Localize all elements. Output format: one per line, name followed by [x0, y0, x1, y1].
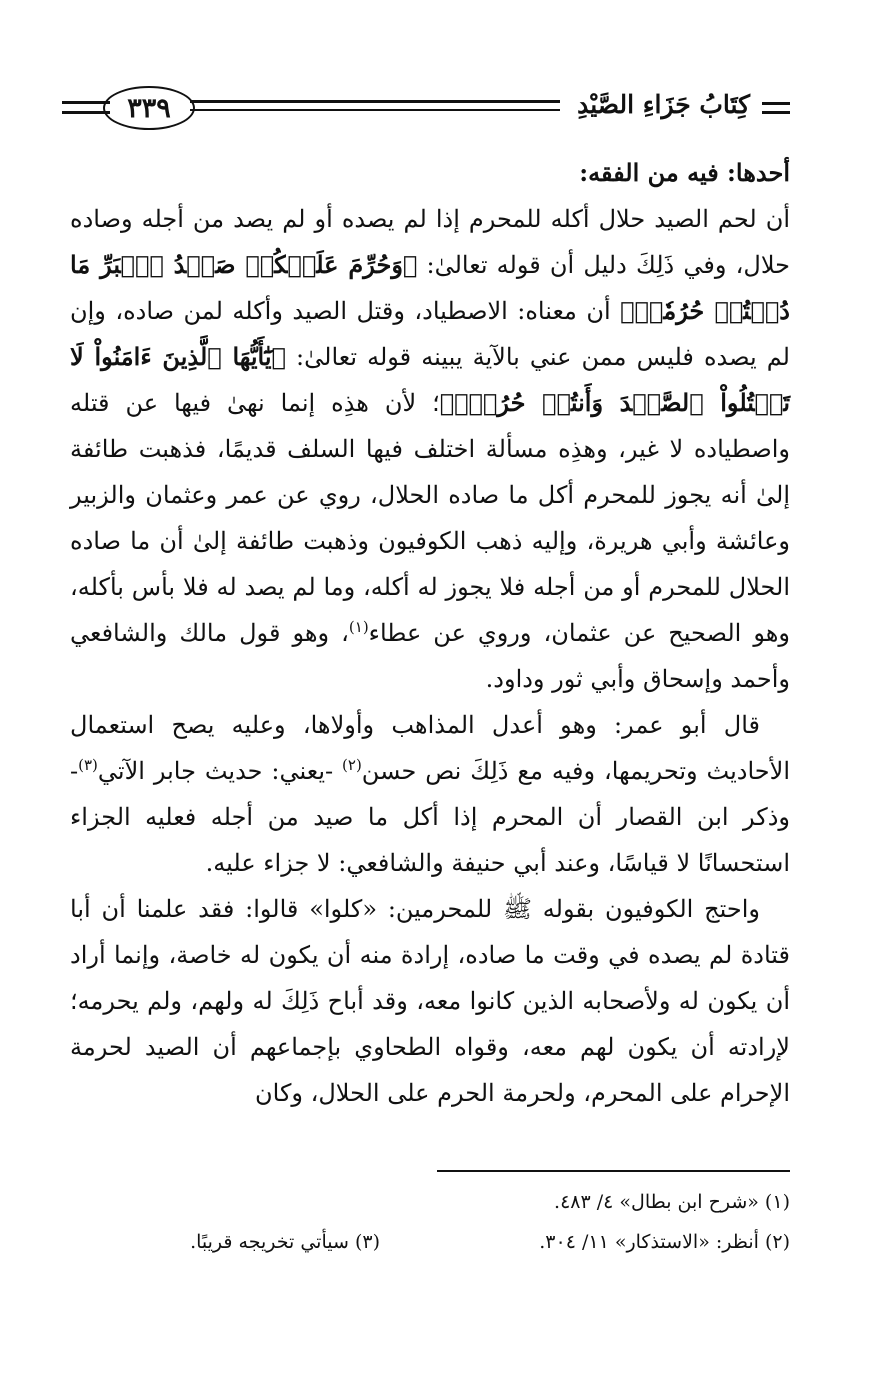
footnote-2: (٢) أنظر: «الاستذكار» ١١/ ٣٠٤. — [539, 1231, 790, 1253]
page-number-badge — [103, 86, 195, 130]
paragraph-2 — [70, 702, 790, 886]
paragraph-1-text-b: أن معناه: الاصطياد، وقتل الصيد وأكله لمن صاده، وإن لم يصده فليس ممن عني بالآية يبينه قوله تعالىٰ: — [70, 297, 790, 371]
footnotes — [70, 1182, 790, 1262]
header-rule-right-bottom — [762, 111, 790, 114]
paragraph-1 — [70, 196, 790, 702]
footnote-3: (٣) سيأتي تخريجه قريبًا. — [190, 1231, 380, 1253]
quran-quote-1: ﴿وَحُرِّمَ عَلَيۡكُمۡ صَيۡدُ ٱلۡبَرِّ مَا دُمۡتُمۡ حُرُمٗاۗ﴾ — [70, 250, 790, 325]
header-rule-middle-bottom — [190, 109, 560, 111]
footnote-separator — [437, 1170, 790, 1172]
page-header — [0, 0, 873, 150]
quran-quote-2: ﴿يَٰٓأَيُّهَا ٱلَّذِينَ ءَامَنُواْ لَا تَقۡتُلُواْ ٱلصَّيۡدَ وَأَنتُمۡ حُرُمٞۚ﴾ — [70, 342, 791, 417]
paragraph-3: واحتج الكوفيون بقوله ﷺ للمحرمين: «كلوا» قالوا: فقد علمنا أن أبا قتادة لم يصده في وقت ما صاده، إرادة منه أن يكون له خاصة، وإنما أراد أن يكون له ولأصحابه الذين كانوا معه، وقد أباح ذَلِكَ له ولهم، ولم يحرمه؛ لإرادته أن يكون لهم معه، وقواه الطحاوي بإجماعهم أن الصيد لحرمة الإحرام على المحرم، ولحرمة الحرم على الحلال، وكان — [70, 895, 790, 1107]
footnote-row — [70, 1222, 790, 1262]
paragraph-1-text-c: ؛ لأن هذِه إنما نهىٰ فيها عن قتله واصطياده لا غير، وهذِه مسألة اختلف فيها السلف قديمًا، فذهبت طائفة إلىٰ أنه يجوز للمحرم أكل ما صاده الحلال، روي عن عمر وعثمان والزبير وعائشة وأبي هريرة، وإليه ذهب الكوفيون وذهبت طائفة إلىٰ أن ما صاده الحلال للمحرم أو من أجله فلا يجوز له أكله، وما لم يصد له فلا بأس بأكله، وهو الصحيح عن عثمان، وروي عن عطاء — [70, 389, 790, 647]
main-text — [70, 150, 790, 1116]
footnote-ref-2: (٢) — [342, 756, 362, 774]
section-heading: أحدها: فيه من الفقه: — [579, 158, 790, 187]
paragraph-2-text-b: -يعني: حديث جابر الآتي — [97, 757, 343, 785]
paragraph-2-text-c: - وذكر ابن القصار أن المحرم إذا أكل ما صيد من أجله فعليه الجزاء استحسانًا لا قياسًا، وعند أبي حنيفة والشافعي: لا جزاء عليه. — [70, 757, 790, 877]
footnote-1: (١) «شرح ابن بطال» ٤/ ٤٨٣. — [554, 1191, 790, 1213]
footnote-ref-1: (١) — [348, 618, 369, 636]
paragraph-1-text-d: ، وهو قول مالك والشافعي وأحمد وإسحاق وأبي ثور وداود. — [70, 619, 790, 693]
paragraph-2-text-a: قال أبو عمر: وهو أعدل المذاهب وأولاها، وعليه يصح استعمال الأحاديث وتحريمها، وفيه مع ذَلِكَ نص حسن — [70, 711, 790, 785]
header-rule-right-top — [762, 102, 790, 105]
paragraph-1-text-a: أن لحم الصيد حلال أكله للمحرم إذا لم يصده أو لم يصد من أجله وصاده حلال، وفي ذَلِكَ دليل أن قوله تعالىٰ: — [70, 205, 790, 279]
book-title: كِتَابُ جَزَاءِ الصَّيْدِ — [577, 90, 750, 119]
header-rule-middle-top — [190, 100, 560, 103]
footnote-ref-3: (٣) — [78, 756, 98, 774]
page-number: ٣٣٩ — [127, 92, 171, 124]
